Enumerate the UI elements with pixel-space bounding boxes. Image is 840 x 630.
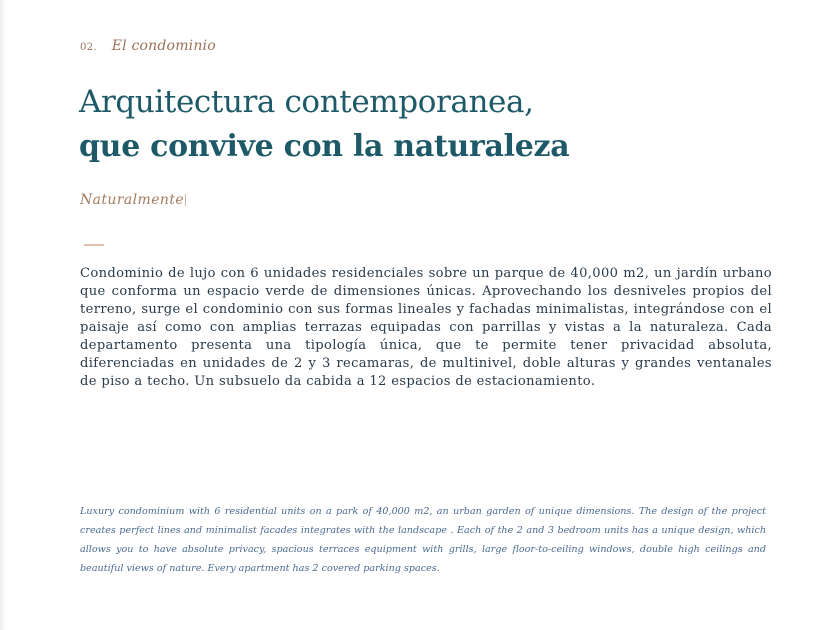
headline-line-1: Arquitectura contemporanea, <box>79 84 534 120</box>
tagline-text: Naturalmente <box>80 192 185 208</box>
description-english: Luxury condominium with 6 residential units on a park of 40,000 m2, an urban garden of unique dimensions. The design of the project creates perfect lines and minimalist facades integrates with the landscape . Each of the 2 and 3 bedroom units has a unique design, which allows you to have absolute privacy, spacious terraces equipment with grills, large floor-to-ceiling windows, double high ceilings and beautiful views of nature. Every apartment has 2 covered parking spaces. <box>80 506 766 574</box>
accent-divider <box>84 244 104 246</box>
headline-line-2: que convive con la naturaleza <box>79 129 570 164</box>
section-title: El condominio <box>111 38 216 54</box>
tagline-cursor-mark <box>185 194 186 206</box>
page-headline <box>79 80 569 170</box>
tagline <box>80 192 186 208</box>
description-spanish: Condominio de lujo con 6 unidades residenciales sobre un parque de 40,000 m2, un jardín urbano que conforma un espacio verde de dimensiones únicas. Aprovechando los desniveles propios del terreno, surge el condominio con sus formas lineales y fachadas minimalistas, integrándose con el paisaje así como con amplias terrazas equipadas con parrillas y vistas a la naturaleza. Cada departamento presenta una tipología única, que te permite tener privacidad absoluta, diferenciadas en unidades de 2 y 3 recamaras, de multinivel, doble alturas y grandes ventanales de piso a techo. Un subsuelo da cabida a 12 espacios de estacionamiento. <box>80 266 772 389</box>
section-label <box>80 38 216 54</box>
page-edge-shadow <box>0 0 6 630</box>
section-number: 02. <box>80 42 98 53</box>
